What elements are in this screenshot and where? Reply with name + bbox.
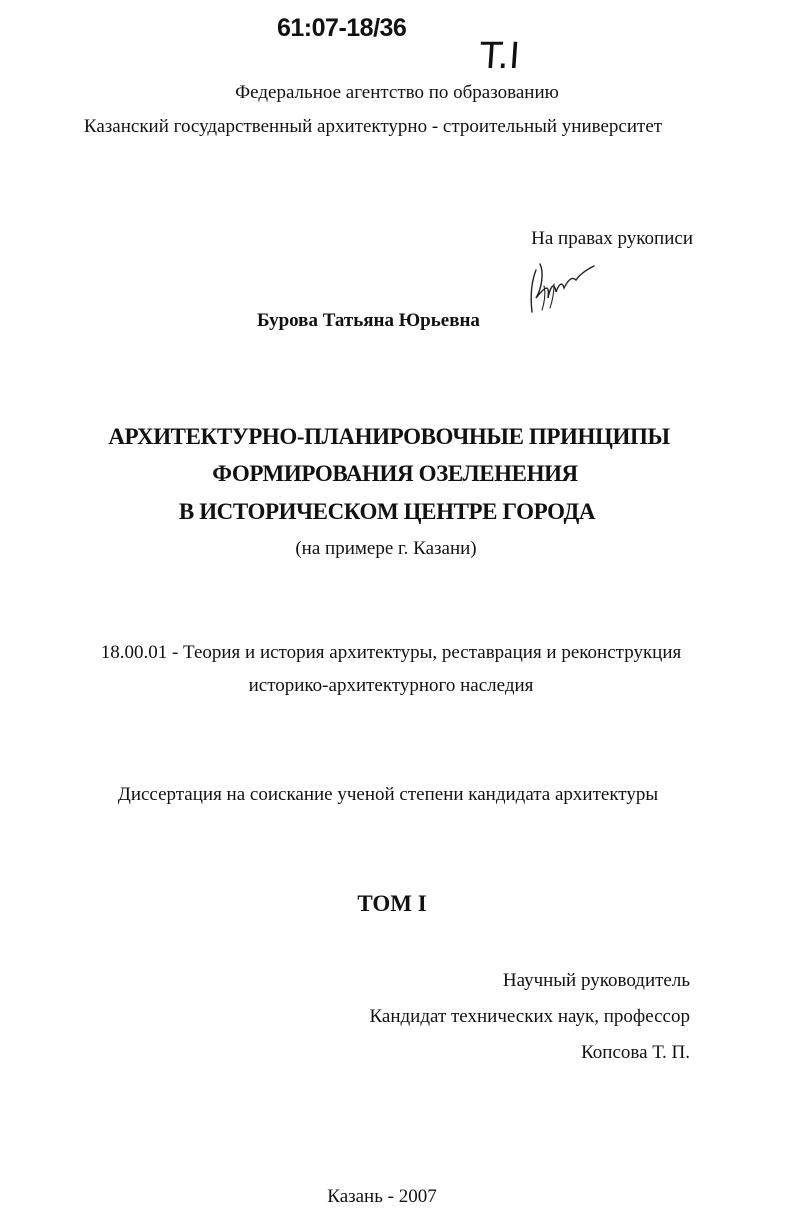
author-name: Бурова Татьяна Юрьевна xyxy=(257,310,480,331)
supervisor-label: Научный руководитель xyxy=(502,970,690,991)
title-line-3: В ИСТОРИЧЕСКОМ ЦЕНТРЕ ГОРОДА xyxy=(178,499,596,524)
title-line-2: ФОРМИРОВАНИЯ ОЗЕЛЕНЕНИЯ xyxy=(212,461,578,486)
specialty-line-1: 18.00.01 - Теория и история архитектуры, реставрация и реконструкция xyxy=(100,642,682,663)
title-line-1: АРХИТЕКТУРНО-ПЛАНИРОВОЧНЫЕ ПРИНЦИПЫ xyxy=(108,424,670,449)
volume-label: ТОМ I xyxy=(357,891,427,916)
title-subtitle: (на примере г. Казани) xyxy=(295,538,477,559)
author-signature xyxy=(520,258,600,320)
archive-stamp: 61:07-18/36 xyxy=(277,14,407,42)
handwritten-volume-note: T.I xyxy=(478,36,522,77)
city-year: Казань - 2007 xyxy=(327,1186,437,1207)
university-name: Казанский государственный архитектурно - строительный университет xyxy=(83,116,663,137)
supervisor-name: Копсова Т. П. xyxy=(581,1042,690,1063)
dissertation-type: Диссертация на соискание ученой степени кандидата архитектуры xyxy=(117,784,659,805)
agency-name: Федеральное агентство по образованию xyxy=(235,82,559,103)
manuscript-rights: На правах рукописи xyxy=(531,228,693,249)
supervisor-degree: Кандидат технических наук, профессор xyxy=(369,1006,690,1027)
specialty-line-2: историко-архитектурного наследия xyxy=(248,675,534,696)
